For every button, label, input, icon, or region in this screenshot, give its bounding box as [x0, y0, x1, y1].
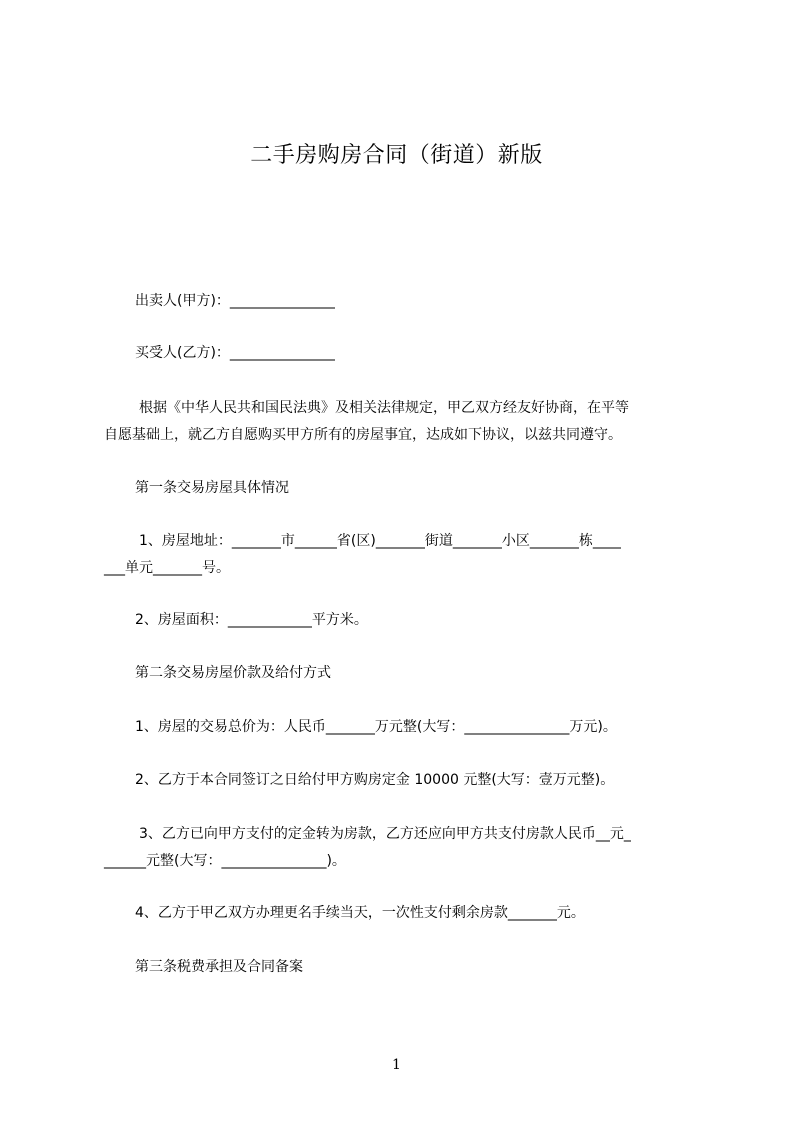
article-1-item-1 [104, 528, 692, 582]
preamble-paragraph [104, 395, 692, 449]
article-2-item-2: 2、乙方于本合同签订之日给付甲方购房定金 10000 元整(大写：壹万元整)。 [135, 772, 615, 788]
payment-line-2: ______元整(大写：_______________)。 [104, 853, 346, 869]
article-3-heading: 第三条税费承担及合同备案 [135, 959, 303, 975]
article-2-item-3 [104, 821, 692, 875]
page-number: 1 [392, 1057, 401, 1073]
payment-line-1: 3、乙方已向甲方支付的定金转为房款，乙方还应向甲方共支付房款人民币__元_ [139, 826, 631, 842]
buyer-line: 买受人(乙方)：_______________ [135, 345, 335, 361]
article-2-heading: 第二条交易房屋价款及给付方式 [135, 665, 331, 681]
article-2-item-4: 4、乙方于甲乙双方办理更名手续当天，一次性支付剩余房款_______元。 [135, 905, 585, 921]
seller-line: 出卖人(甲方)：_______________ [135, 293, 335, 309]
address-line-1: 1、房屋地址：_______市______省(区)_______街道_______小区_______栋____ [139, 533, 621, 549]
preamble-line-2: 自愿基础上，就乙方自愿购买甲方所有的房屋事宜，达成如下协议，以兹共同遵守。 [104, 427, 622, 443]
preamble-line-1: 根据《中华人民共和国民法典》及相关法律规定，甲乙双方经友好协商，在平等 [139, 400, 629, 416]
address-line-2: ___单元_______号。 [104, 560, 230, 576]
article-2-item-1: 1、房屋的交易总价为：人民币_______万元整(大写：_______________万元)。 [135, 719, 617, 735]
article-1-heading: 第一条交易房屋具体情况 [135, 480, 289, 496]
document-title: 二手房购房合同（街道）新版 [250, 143, 543, 168]
article-1-item-2: 2、房屋面积：____________平方米。 [135, 612, 368, 628]
